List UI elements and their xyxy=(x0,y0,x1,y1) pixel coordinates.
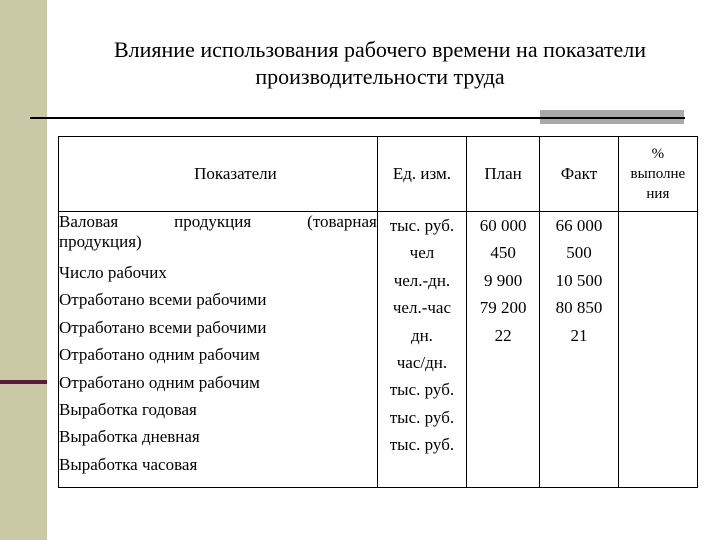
indicator-name: Валовая продукция (товарная xyxy=(59,212,377,231)
indicator-name: Отработано всеми рабочими xyxy=(59,290,267,310)
plan-value: 22 xyxy=(494,325,512,345)
unit-value: чел xyxy=(409,243,435,263)
indicator-name: Выработка годовая xyxy=(59,400,197,420)
indicator-name: Отработано одним рабочим xyxy=(59,345,260,365)
fact-value: 500 xyxy=(566,243,592,263)
unit-column xyxy=(377,212,466,488)
header-plan: План xyxy=(467,137,540,212)
title-line-1: Влияние использования рабочего времени на показатели xyxy=(113,37,646,62)
plan-value: 79 200 xyxy=(479,298,527,318)
fact-column xyxy=(540,212,619,488)
fact-value: 21 xyxy=(570,325,588,345)
header-fact: Факт xyxy=(540,137,619,212)
indicators-table xyxy=(58,136,698,488)
plan-value: 60 000 xyxy=(479,216,527,235)
sidebar-accent-line xyxy=(0,380,47,384)
unit-value: чел.-дн. xyxy=(393,270,451,290)
plan-value: 9 900 xyxy=(483,270,523,290)
indicator-name: Отработано одним рабочим xyxy=(59,372,260,392)
table-body-row xyxy=(59,212,698,488)
unit-value: дн. xyxy=(410,325,433,345)
unit-value: час/дн. xyxy=(396,353,448,373)
indicator-name: Выработка дневная xyxy=(59,427,200,447)
table-header-row xyxy=(59,137,698,212)
percent-column xyxy=(618,212,697,488)
indicators-column xyxy=(59,212,378,488)
header-unit: Ед. изм. xyxy=(377,137,466,212)
fact-value: 10 500 xyxy=(555,270,603,290)
title-line-2: производительности труда xyxy=(255,64,505,89)
unit-value: тыс. руб. xyxy=(389,216,455,235)
unit-value: тыс. руб. xyxy=(389,435,455,455)
indicator-name: Выработка часовая xyxy=(59,454,198,474)
unit-value: тыс. руб. xyxy=(389,407,455,427)
title-underline xyxy=(30,117,685,119)
plan-column xyxy=(467,212,540,488)
header-indicators: Показатели xyxy=(59,137,378,212)
indicator-name: Число рабочих xyxy=(59,263,167,282)
unit-value: тыс. руб. xyxy=(389,380,455,400)
header-percent-line-1: % xyxy=(651,146,665,162)
plan-value: 450 xyxy=(490,243,516,263)
header-percent-line-2: выполне xyxy=(630,166,686,182)
unit-value: чел.-час xyxy=(392,298,451,318)
slide-sidebar xyxy=(0,0,47,540)
header-percent xyxy=(618,137,697,212)
header-percent-line-3: ния xyxy=(646,186,670,202)
fact-value: 66 000 xyxy=(555,216,603,235)
indicator-name: продукция) xyxy=(59,232,142,251)
slide-title xyxy=(60,36,700,90)
indicator-name: Отработано всеми рабочими xyxy=(59,317,267,337)
fact-value: 80 850 xyxy=(555,298,603,318)
